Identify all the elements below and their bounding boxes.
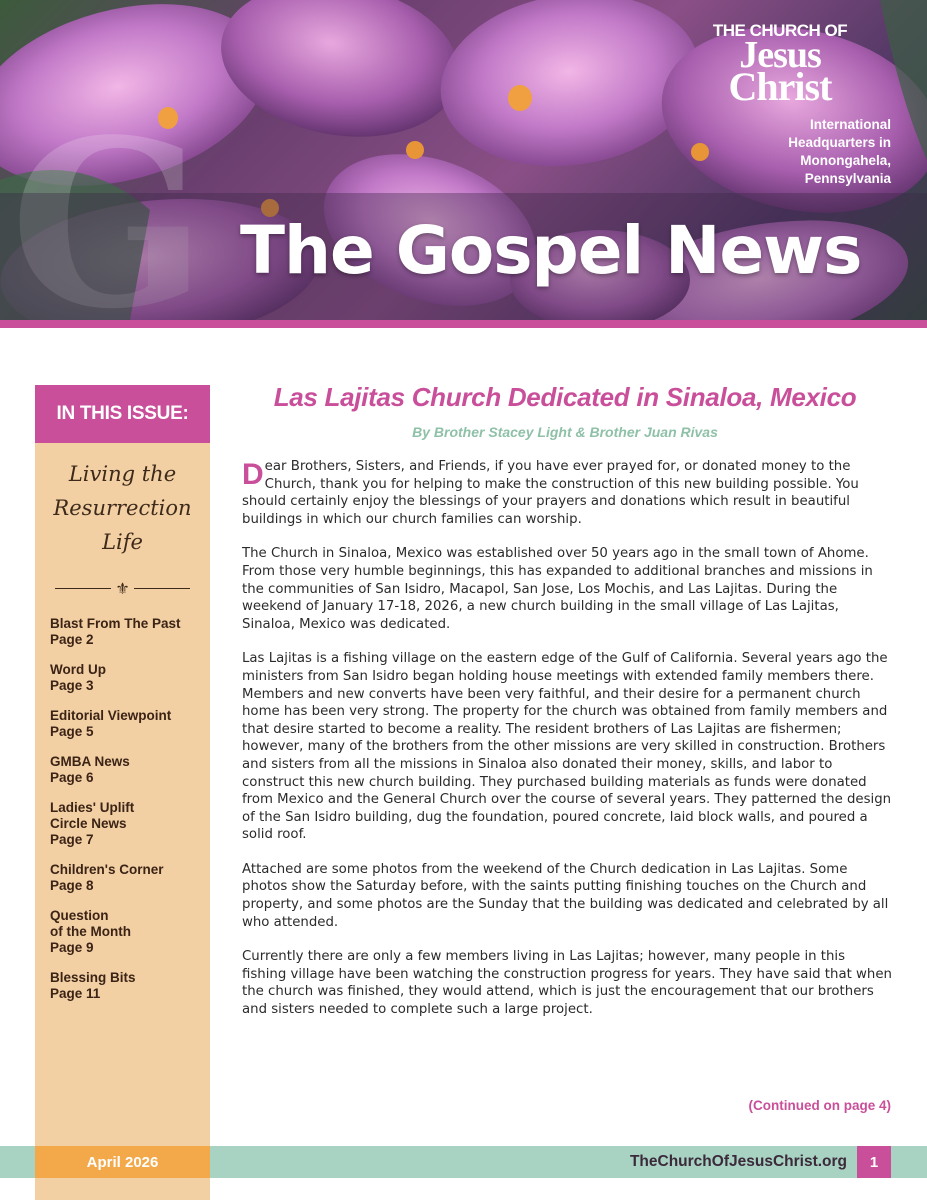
article-paragraph: Las Lajitas is a fishing village on the eastern edge of the Gulf of California. Several years ago the ministers from San Isidro began holding house meetings with extended family members there. Members and new converts have been very faithful, and their desire for a permanent church home has been very strong. The property for the church was obtained from family members and that desire started to become a reality. The resident brothers of Las Lajitas are fishermen; however, many of the brothers from the other missions are very skilled in construction. Brothers and sisters from all the missions in Sinaloa also donated their money, skills, and labor to construct this new church building. They purchased building materials as funds were donated from Mexico and the General Church over the course of several years. They patterned the design of the San Isidro building, dug the foundation, poured concrete, laid block walls, and poured a solid roof.: [242, 651, 892, 843]
feature-title: [35, 457, 210, 559]
logo-line-3: Christ: [728, 64, 832, 109]
logo-line-2: Jesus: [739, 34, 821, 76]
toc-item-page: Page 5: [50, 724, 94, 739]
article-body: [242, 458, 892, 1036]
issue-date: April 2026: [35, 1146, 210, 1178]
toc-item[interactable]: [50, 800, 210, 848]
flourish-line-right: [134, 588, 190, 590]
article-paragraph: Currently there are only a few members living in Las Lajitas; however, many people in this fishing village have been watching the construction progress for years. They have said that when the church was finished, they would attend, which is just the encouragement that our brothers and sisters needed to complete such a large project.: [242, 949, 892, 1018]
logo-line-1: THE CHURCH OF: [712, 21, 848, 40]
church-logo: [695, 21, 865, 109]
continued-link[interactable]: (Continued on page 4): [748, 1098, 891, 1113]
page-number: 1: [857, 1146, 891, 1178]
article-headline: Las Lajitas Church Dedicated in Sinaloa, Mexico: [273, 382, 857, 412]
article-paragraph: The Church in Sinaloa, Mexico was established over 50 years ago in the small town of Ahome. From those very humble beginnings, this has expanded to additional branches and missions in the communities of San Isidro, Macapol, San Jose, Los Mochis, and Las Lajitas. During the weekend of January 17-18, 2026, a new church building in the small village of Las Lajitas, Sinaloa, Mexico was dedicated.: [242, 546, 873, 632]
drop-cap: D: [242, 458, 264, 491]
toc-item-page: Page 9: [50, 940, 94, 955]
feature-line-1: Living the: [68, 462, 177, 486]
toc-item-title: Blessing Bits: [50, 970, 136, 985]
toc-item[interactable]: [50, 908, 210, 956]
flourish-line-left: [55, 588, 111, 590]
toc-item[interactable]: [50, 662, 210, 694]
toc-item[interactable]: [50, 754, 210, 786]
toc-item-title: Question: [50, 908, 109, 923]
header-banner: [0, 0, 927, 320]
article-paragraph: [242, 458, 892, 528]
toc-item-page: Page 6: [50, 770, 94, 785]
toc-item-title: GMBA News: [50, 754, 130, 769]
hq-line-3: Monongahela,: [800, 153, 891, 168]
toc-item-title: Blast From The Past: [50, 616, 181, 631]
article-paragraph: Attached are some photos from the weekend of the Church dedication in Las Lajitas. Some photos show the Saturday before, with the saints putting finishing touches on the Church and property, and some photos are the Sunday that the building was dedicated and celebrated by all who attended.: [242, 861, 889, 930]
newsletter-title: The Gospel News: [240, 212, 862, 289]
header-divider: [0, 320, 927, 328]
hq-line-1: International: [809, 117, 891, 132]
hq-line-4: Pennsylvania: [804, 171, 891, 186]
toc-item[interactable]: [50, 708, 210, 740]
toc-item-page: Page 8: [50, 878, 94, 893]
table-of-contents: [35, 616, 210, 1002]
toc-item-title: Children's Corner: [50, 862, 164, 877]
toc-item[interactable]: [50, 616, 210, 648]
toc-item-title: Word Up: [50, 662, 106, 677]
svg-text:G: G: [10, 90, 207, 320]
in-this-issue-sidebar: [35, 385, 210, 1200]
toc-item[interactable]: [50, 970, 210, 1002]
feature-line-3: Life: [102, 530, 143, 554]
flourish-divider: [35, 579, 210, 598]
toc-item-title: Ladies' Uplift: [50, 800, 135, 815]
sidebar-heading: IN THIS ISSUE:: [35, 385, 210, 443]
feature-line-2: Resurrection: [53, 496, 192, 520]
toc-item-page: Page 2: [50, 632, 94, 647]
flourish-icon: ⚜: [115, 579, 130, 598]
paragraph-text: ear Brothers, Sisters, and Friends, if you have ever prayed for, or donated money to the Church, thank you for helping to make the construction of this new building possible. You should certainly enjoy the blessings of your prayers and donations which result in beautiful buildings in which our church families can worship.: [242, 459, 859, 527]
toc-item-page: Page 3: [50, 678, 94, 693]
article-byline: By Brother Stacey Light & Brother Juan Rivas: [412, 424, 718, 440]
toc-item-page: Page 11: [50, 986, 101, 1001]
headquarters-text: [721, 116, 891, 188]
toc-item[interactable]: [50, 862, 210, 894]
hq-line-2: Headquarters in: [788, 135, 891, 150]
website-link[interactable]: TheChurchOfJesusChrist.org: [629, 1153, 847, 1170]
toc-item-title-line2: of the Month: [50, 924, 131, 939]
toc-item-title: Editorial Viewpoint: [50, 708, 172, 723]
toc-item-title-line2: Circle News: [50, 816, 127, 831]
toc-item-page: Page 7: [50, 832, 94, 847]
